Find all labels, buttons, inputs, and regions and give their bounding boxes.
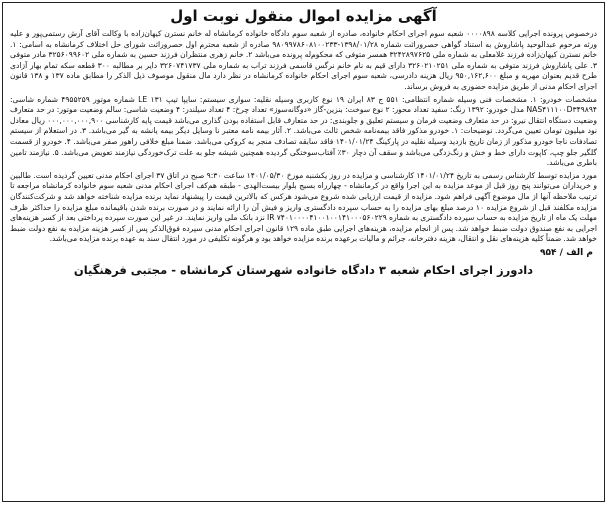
auction-notice (2, 2, 605, 502)
auction-terms-paragraph: مورد مزایده توسط کارشناس رسمی به تاریخ ۱۴۰۱/۰۱/۲۴ کارشناسی و مزایده در روز یکشنبه مورخ ۱۴۰۱/۰۵/۳۰ ساعت ۹:۳۰ صبح در اتاق ۳۷ اجرای احکام مدنی تعیین گردیده است. طالبین و خریداران می‌توانند پنج روز قبل از موعد مزایده به این اجرا واقع در کرمانشاه - چهارراه بسیج بلوار بیست‌الهدی - طبقه هم‌کف اجرای احکام مدنی شعبه سوم خانواده کرمانشاه مراجعه تا ترتیب ملاحظه آنها از مال موضوع آگهی فراهم شود. مزایده از قیمت ارزیابی شده شروع می‌شود هرکس که بالاترین قیمت را پیشنهاد نماید برنده مزایده شناخته خواهد شد و شرکت‌کنندگان مزایده مکلفند قبل از شروع مزایده ۱۰ درصد مبلغ بهای مزایده را به حساب سپرده دادگستری واریز و فیش آن را ارائه نمایند و در صورت برنده شدن باقیمانده مبلغ مزایده را حداکثر ظرف مهلت یک ماه از تاریخ مزایده به حساب سپرده دادگستری به شماره IR ۷۴۰۱۰۰۰۰۴۱۰۰۱۰۰۱۴۱۰۰۰۵۶۰۲۲۹ نزد بانک ملی واریز نمایند. در غیر این صورت سپرده پرداختی بعد از کسر هزینه‌های اجرایی به نفع صندوق دولت ضبط خواهد شد. پس از انجام مزایده، هزینه‌های اجرایی طبق ماده ۱۲۹ قانون اجرای احکام مدنی سپرده فوق‌الذکر پس از کسر هزینه مزایده به نفع دولت ضبط خواهد شد. ضمناً کلیه هزینه‌های نقل و انتقال، هزینه دفترخانه، جرائم و مالیات برعهده برنده مزایده خواهد بود و هرگونه تکلیفی در مورد انتقال سند به عهده برنده مزایده می‌باشد. (10, 170, 598, 244)
notice-intro-paragraph: درخصوص پرونده اجرایی کلاسه ۰۰۰۰۸۹۸ شعبه سوم اجرای احکام خانواده، صادره از شعبه سوم دادگاه خانواده کرمانشاه له خانم نسترن کیهان‌زاده با وکالت آقای آرش رستمی‌پور و علیه ورثه مرحوم عبدالوحید پاشاروش به استناد گواهی حصروراثت شماره ۱۳۹۸/۰۱/۲۸-۹۸۰۹۹۷۸۶۰۸۱۰۰۲۳۳ صادره از شعبه محترم اول حصروراثت شورای حل اختلاف کرمانشاه به اسامی: ۱. خانم نسترن کیهان‌زاده فرزند غلامعلی به شماره ملی ۳۲۴۲۸۹۷۶۲۵ همسر متوفی که محکوم‌له پرونده می‌باشد ۲. خانم زهری منتظران فرزند حسین به شماره ملی ۳۲۵۶۰۹۹۶۰۲ مادر متوفی ۳. علی پاشاروش فرزند متوفی به شماره ملی ۳۲۶۰۲۱۰۲۵۱ دارای قیم به نام خانم نرگس قاسمی فرزند تراب به شماره ملی ۳۲۶۰۷۴۱۷۳۷ دایر بر مطالبه ۳۰۰ قطعه سکه تمام بهار آزادی طرح قدیم بعنوان مهریه و مبلغ ۹۵۰,۱۶۲,۶۰۰ ریال هزینه دادرسی، شعبه سوم اجرای احکام خانواده کرمانشاه در نظر دارد مال منقول موصوف ذیل الذکر را مطابق ماده ۱۳۷ و ۱۳۸ قانون اجرای احکام مدنی از طریق مزایده حضوری به فروش برساند. (10, 29, 598, 91)
signature-line: دادورز اجرای احکام شعبه ۳ دادگاه خانواده شهرستان کرمانشاه - مجتبی فرهنگیان (73, 262, 534, 277)
notice-title: آگهی مزایده اموال منقول نوبت اول (170, 7, 437, 25)
reference-number: م الف / ۹۵۴ (540, 247, 593, 258)
vehicle-specs-paragraph: مشخصات خودرو: ۱. مشخصات فنی وسیله شماره انتظامی: ۵۵۱ ج ۸۳ ایران ۱۹ نوع کاربری وسیله نقلیه: سواری سیستم: سایپا تیپ LE ۱۳۱ شماره موتور ۴۹۵۵۲۵۹ شماره شاسی: NAS۴۱۱۱۰۰D۳۴۹۸۹۴ مدل خودرو: ۱۳۹۲ رنگ: سفید تعداد محور: ۲ نوع سوخت: بنزین-گاز «دوگانه‌سوز» تعداد چرخ: ۴ تعداد سیلندر: ۴ وضعیت شاسی: سالم وضعیت موتور: در حد متعارف وضعیت دستگاه انتقال نیرو: در حد متعارف وضعیت فرمان و سیستم تعلیق و جلوبندی: در حد متعارف قابل استفاده بودن گذاری می‌باشد قیمت پایه کارشناسی ۰۰۰,۰۰۰,۰۰۰,۹۰۰ ریال معادل نود میلیون تومان تعیین می‌گردد. توضیحات: ۱. خودرو مذکور فاقد بیمه‌نامه شخص ثالث می‌باشد. ۲. آثار بیمه نامه معتبر نا وسایل دیگر بیمه یانشه به گیر می‌باشد. ۳. در استعلام از سیستم تصادفات ناجا خودرو مذکور از زمان تاریخ بازدید وسیله نقلیه در پارکینگ ۱۴۰۱/۰۱/۲۴ فاقد سابقه تصادف منجر به کروکی می‌باشد. ضمنا مبلغ خلافی راهور صفر می‌باشد. ۴. خودرو از قسمت گلگیر جلو چپ، کاپوت دارای خط و خش و رنگ‌زدگی می‌باشد و سقف آن دچار ۳۰٪ آفتاب‌سوختگی گردیده همچنین شیشه جلو به علت ترک‌خوردگی نیازمند تعویض می‌باشد. ۵. نیازمند تامین باطری می‌باشد. (10, 94, 598, 168)
